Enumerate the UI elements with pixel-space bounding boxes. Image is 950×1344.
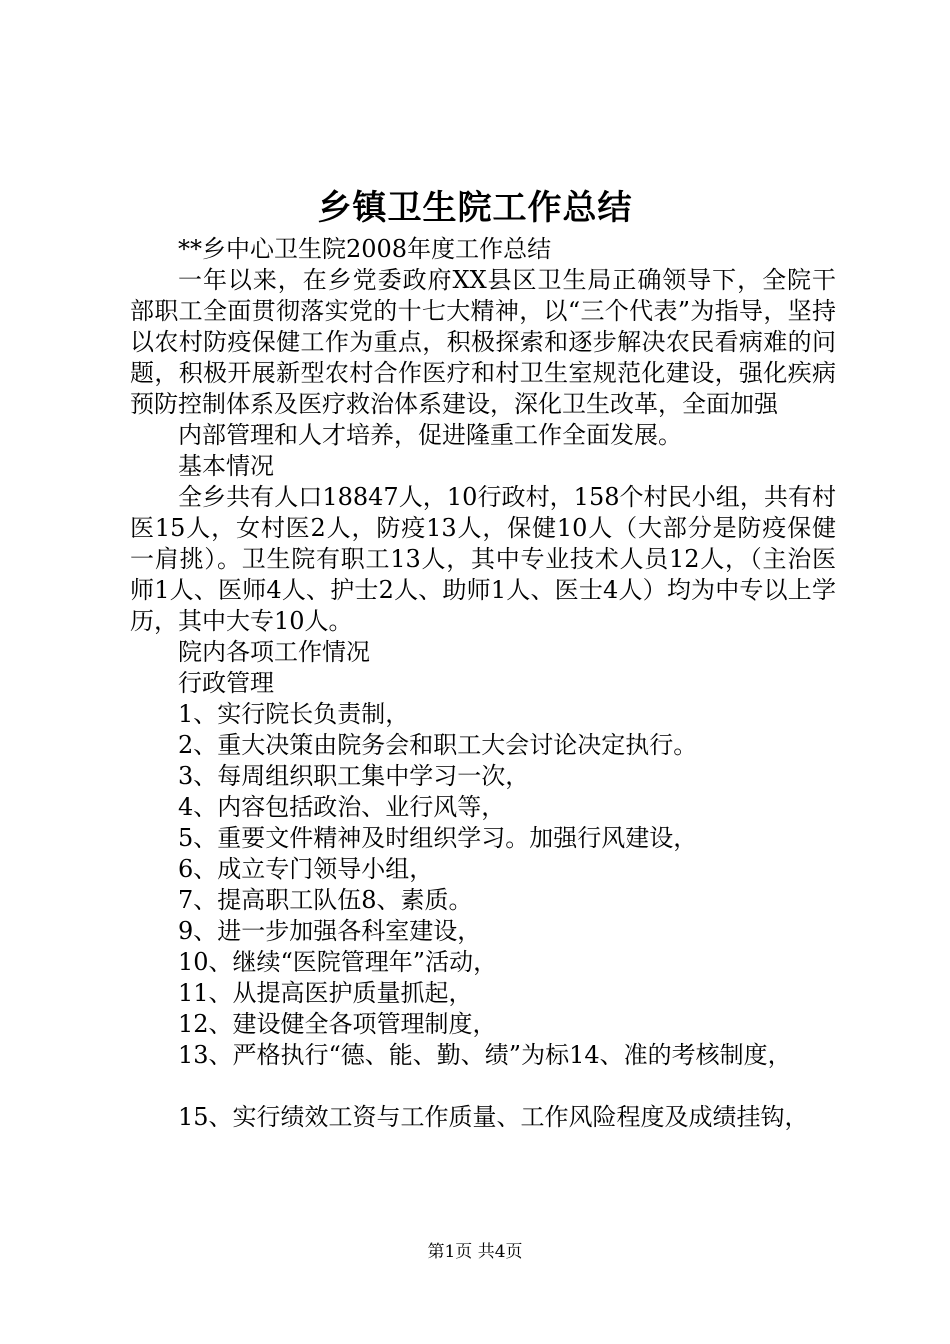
list-item: 7、提高职工队伍8、素质。 bbox=[178, 886, 473, 914]
paragraph-subtitle: **乡中心卫生院2008年度工作总结 bbox=[178, 235, 552, 263]
paragraph-basic-info: 全乡共有人口18847人，10行政村，158个村民小组，共有村医15人，女村医2人，防疫13人，保健10人（大部分是防疫保健一肩挑）。卫生院有职工13人，其中专业技术人员12人，（主治医师1人、医师4人、护士2人、助师1人、医士4人）均为中专以上学历，其中大专10人。 bbox=[130, 483, 836, 635]
section-heading-basic: 基本情况 bbox=[178, 452, 274, 480]
section-heading-work: 院内各项工作情况 bbox=[178, 638, 370, 666]
document-body bbox=[130, 234, 836, 1133]
paragraph-intro-continued: 内部管理和人才培养，促进隆重工作全面发展。 bbox=[178, 421, 682, 449]
list-item: 2、重大决策由院务会和职工大会讨论决定执行。 bbox=[178, 731, 698, 759]
paragraph-intro: 一年以来，在乡党委政府XX县区卫生局正确领导下，全院干部职工全面贯彻落实党的十七大精神，以“三个代表”为指导，坚持以农村防疫保健工作为重点，积极探索和逐步解决农民看病难的问题，积极开展新型农村合作医疗和村卫生室规范化建设，强化疾病预防控制体系及医疗救治体系建设，深化卫生改革，全面加强 bbox=[130, 266, 836, 418]
blank-line bbox=[130, 1071, 836, 1102]
list-item: 3、每周组织职工集中学习一次， bbox=[178, 762, 530, 790]
list-item: 4、内容包括政治、业行风等， bbox=[178, 793, 506, 821]
list-item: 12、建设健全各项管理制度， bbox=[178, 1010, 497, 1038]
list-item: 9、进一步加强各科室建设， bbox=[178, 917, 482, 945]
list-item: 10、继续“医院管理年”活动， bbox=[178, 948, 498, 976]
list-item: 6、成立专门领导小组， bbox=[178, 855, 434, 883]
document-title: 乡镇卫生院工作总结 bbox=[317, 188, 633, 228]
list-item: 1、实行院长负责制， bbox=[178, 700, 410, 728]
page-number-footer: 第1页 共4页 bbox=[427, 1242, 523, 1262]
section-heading-admin: 行政管理 bbox=[178, 669, 274, 697]
list-item: 11、从提高医护质量抓起， bbox=[178, 979, 473, 1007]
list-item: 13、严格执行“德、能、勤、绩”为标14、准的考核制度， bbox=[178, 1041, 792, 1069]
list-item: 5、重要文件精神及时组织学习。加强行风建设， bbox=[178, 824, 698, 852]
list-item: 15、实行绩效工资与工作质量、工作风险程度及成绩挂钩， bbox=[178, 1103, 809, 1131]
